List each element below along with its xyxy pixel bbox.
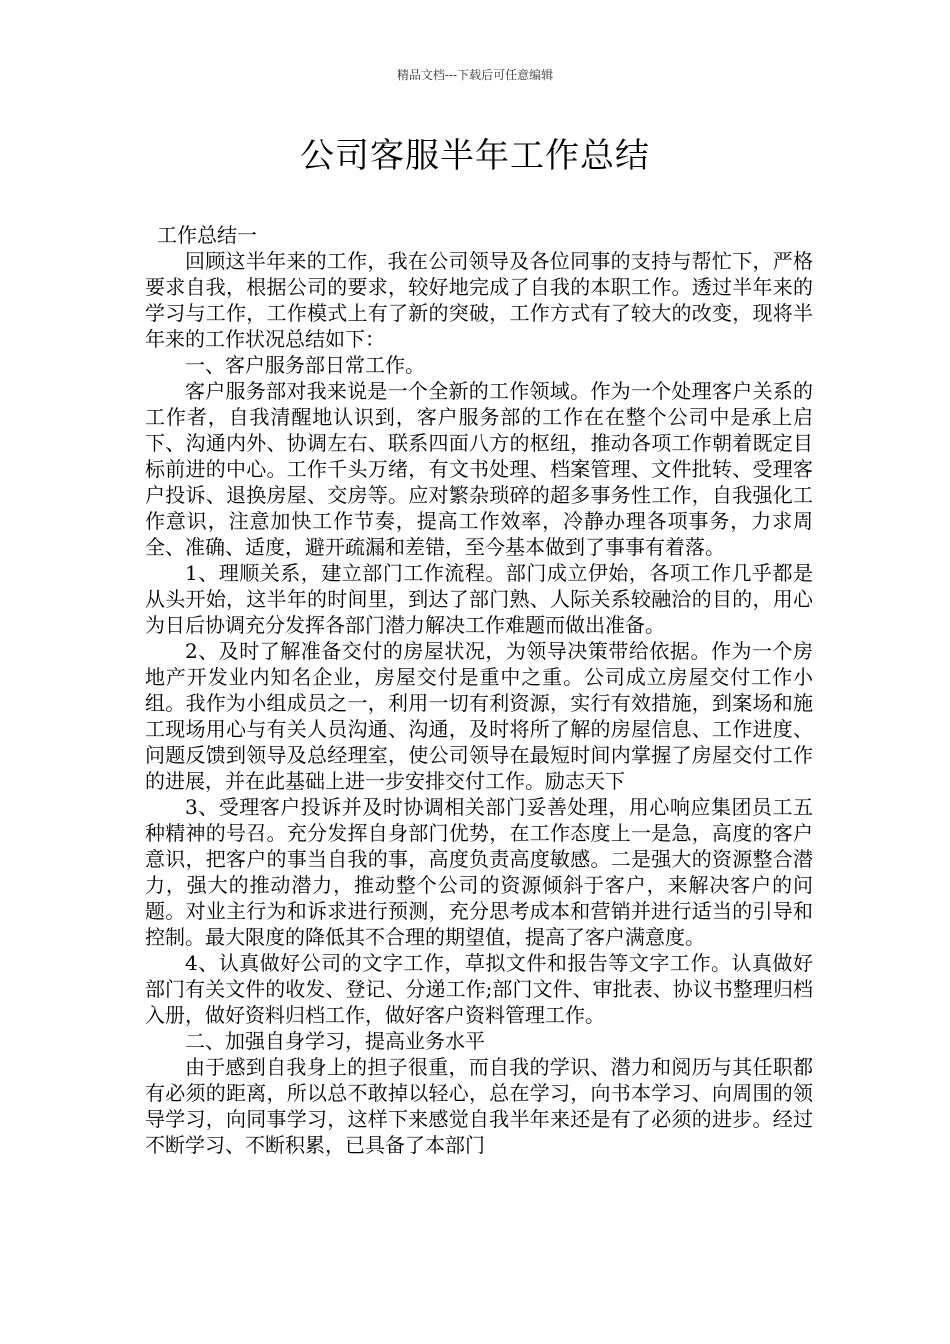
section-label: 工作总结一 xyxy=(157,223,257,247)
paragraph: 3、受理客户投诉并及时协调相关部门妥善处理，用心响应集团员工五种精神的号召。充分发挥自身部门优势，在工作态度上一是急，高度的客户意识，把客户的事当自我的事，高度负责高度敏感。二是强大的资源整合潜力，强大的推动潜力，推动整个公司的资源倾斜于客户，来解决客户的问题。对业主行为和诉求进行预测，充分思考成本和营销并进行适当的引导和控制。最大限度的降低其不合理的期望值，提高了客户满意度。 xyxy=(145,795,813,949)
paragraph: 4、认真做好公司的文字工作，草拟文件和报告等文字工作。认真做好部门有关文件的收发、登记、分递工作;部门文件、审批表、协议书整理归档入册，做好资料归档工作，做好客户资料管理工作。 xyxy=(145,951,813,1027)
document-body xyxy=(145,222,813,1158)
paragraph: 2、及时了解准备交付的房屋状况，为领导决策带给依据。作为一个房地产开发业内知名企业，房屋交付是重中之重。公司成立房屋交付工作小组。我作为小组成员之一，利用一切有利资源，实行有效措施，到案场和施工现场用心与有关人员沟通、沟通，及时将所了解的房屋信息、工作进度、问题反馈到领导及总经理室，使公司领导在最短时间内掌握了房屋交付工作的进展，并在此基础上进一步安排交付工作。励志天下 xyxy=(145,639,813,793)
document-title: 公司客服半年工作总结 xyxy=(300,136,650,176)
paragraph: 回顾这半年来的工作，我在公司领导及各位同事的支持与帮忙下，严格要求自我，根据公司的要求，较好地完成了自我的本职工作。透过半年来的学习与工作，工作模式上有了新的突破，工作方式有了较大的改变，现将半年来的工作状况总结如下： xyxy=(145,249,813,351)
header-note: 精品文档---下载后可任意编辑 xyxy=(396,68,554,82)
section-heading: 一、客户服务部日常工作。 xyxy=(185,353,425,377)
section-heading: 二、加强自身学习，提高业务水平 xyxy=(185,1029,485,1053)
paragraph: 由于感到自我身上的担子很重，而自我的学识、潜力和阅历与其任职都有必须的距离，所以总不敢掉以轻心，总在学习，向书本学习、向周围的领导学习，向同事学习，这样下来感觉自我半年来还是有了必须的进步。经过不断学习、不断积累，已具备了本部门 xyxy=(145,1055,813,1157)
paragraph: 1、理顺关系，建立部门工作流程。部门成立伊始，各项工作几乎都是从头开始，这半年的时间里，到达了部门熟、人际关系较融洽的目的，用心为日后协调充分发挥各部门潜力解决工作难题而做出准备。 xyxy=(145,561,813,637)
paragraph: 客户服务部对我来说是一个全新的工作领域。作为一个处理客户关系的工作者，自我清醒地认识到，客户服务部的工作在在整个公司中是承上启下、沟通内外、协调左右、联系四面八方的枢纽，推动各项工作朝着既定目标前进的中心。工作千头万绪，有文书处理、档案管理、文件批转、受理客户投诉、退换房屋、交房等。应对繁杂琐碎的超多事务性工作，自我强化工作意识，注意加快工作节奏，提高工作效率，冷静办理各项事务，力求周全、准确、适度，避开疏漏和差错，至今基本做到了事事有着落。 xyxy=(145,379,813,559)
